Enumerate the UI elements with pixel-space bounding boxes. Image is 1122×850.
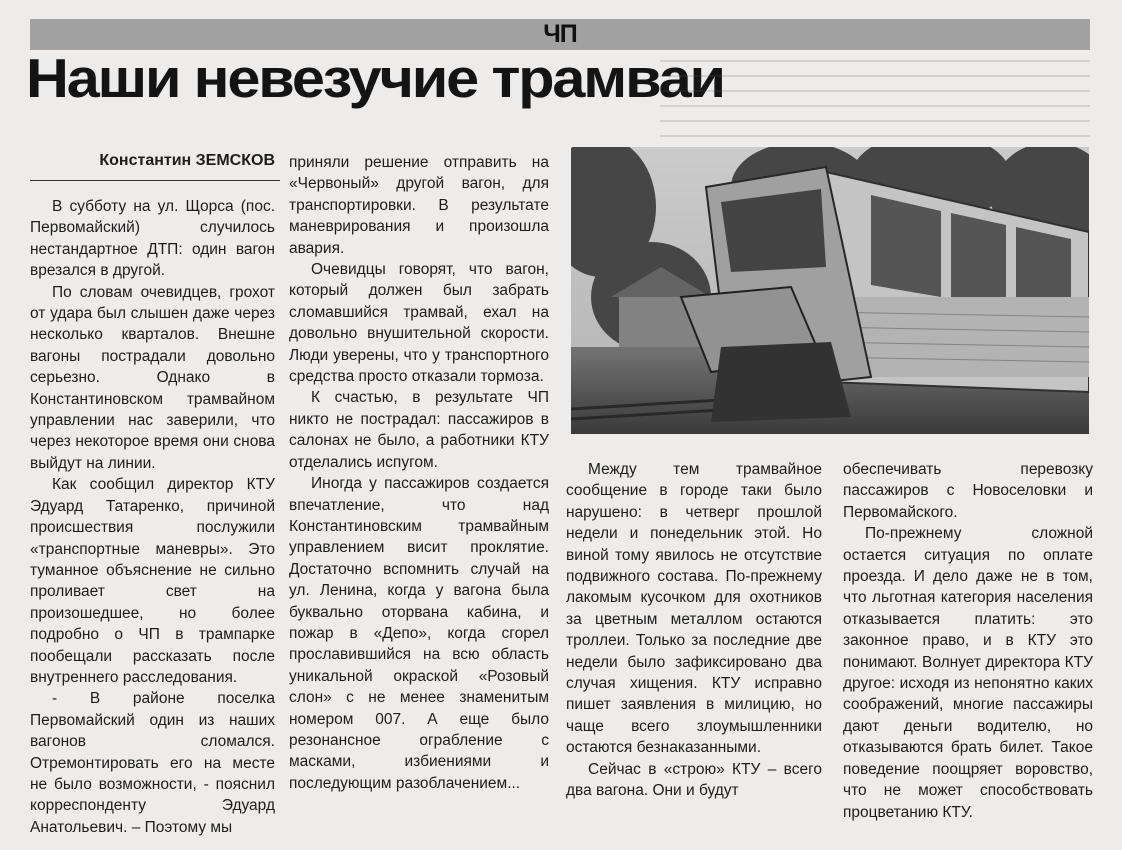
paragraph: По-прежнему сложной остается ситуация по оплате проезда. И дело даже не в том, что льготная категория населения отказывается платить: это законное право, и в КТУ это понимают. Волнует директора КТУ другое: исходя из непонятно каких соображений, многие пассажиры дают деньги водителю, но отказываются брать билет. Такое поведение поощряет воровство, что не может способствовать процветанию КТУ. bbox=[843, 525, 1093, 821]
paragraph: Сейчас в «строю» КТУ – всего два вагона. Они и будут bbox=[566, 760, 822, 800]
byline: Константин ЗЕМСКОВ bbox=[99, 152, 275, 169]
paragraph: - В районе поселка Первомайский один из наших вагонов сломался. Отремонтировать его на месте не было возможности, - пояснил корреспонденту Эдуард Анатольевич. – Поэтому мы bbox=[30, 690, 275, 836]
tram-crash-photo bbox=[571, 147, 1089, 434]
paragraph: приняли решение отправить на «Червоный» другой вагон, для транспортировки. В результате маневрирования и произошла авария. bbox=[289, 154, 549, 257]
paragraph: Как сообщил директор КТУ Эдуард Татаренко, причиной происшествия послужили «транспортные маневры». Это туманное объяснение не сильно проливает свет на произошедшее, но более подробно о ЧП в трампарке пообещали рассказать после внутреннего расследования. bbox=[30, 476, 275, 686]
paragraph: Очевидцы говорят, что вагон, который должен был забрать сломавшийся трамвай, ехал на довольно внушительной скорости. Люди уверены, что у транспортного средства просто отказали тормоза. bbox=[289, 261, 549, 386]
paragraph: К счастью, в результате ЧП никто не пострадал: пассажиров в салонах не было, а работники КТУ отделались испугом. bbox=[289, 389, 549, 471]
article-column-1 bbox=[30, 196, 275, 838]
article-headline: Наши невезучие трамваи bbox=[26, 47, 724, 109]
article-column-2 bbox=[289, 152, 549, 794]
bleed-through-texture bbox=[660, 60, 1090, 138]
photo-illustration bbox=[571, 147, 1089, 434]
article-column-3 bbox=[566, 459, 822, 802]
paragraph: По словам очевидцев, грохот от удара был слышен даже через несколько кварталов. Внешне вагоны пострадали довольно серьезно. Однако в Константиновском трамвайном управлении нас заверили, что через некоторое время они снова выйдут на линии. bbox=[30, 283, 275, 472]
paragraph: Иногда у пассажиров создается впечатление, что над Константиновским трамвайным управлением висит проклятие. Достаточно вспомнить случай на ул. Ленина, когда у вагона была буквально оторвана кабина, и пожар в «Депо», когда сгорел прославившийся на всю область уникальной окраской «Розовый слон» с не менее знаменитым номером 007. А еще было резонансное ограбление с масками, избиениями и последующим разоблачением... bbox=[289, 475, 549, 792]
article-column-4 bbox=[843, 459, 1093, 823]
byline-divider bbox=[30, 180, 280, 181]
paragraph: обеспечивать перевозку пассажиров с Новоселовки и Первомайского. bbox=[843, 461, 1093, 521]
paragraph: В субботу на ул. Щорса (пос. Первомайский) случилось нестандартное ДТП: один вагон врезался в другой. bbox=[30, 198, 275, 280]
paragraph: Между тем трамвайное сообщение в городе таки было нарушено: в четверг прошлой недели и понедельник этой. Но виной тому явилось не отсутствие подвижного состава. По-прежнему лакомым кусочком для охотников за цветным металлом остаются троллеи. Только за последние две недели было зафиксировано два случая хищения. КТУ исправно пишет заявления в милицию, но чаще всего злоумышленники остаются безнаказанными. bbox=[566, 461, 822, 757]
rubric-label: ЧП bbox=[543, 20, 577, 48]
